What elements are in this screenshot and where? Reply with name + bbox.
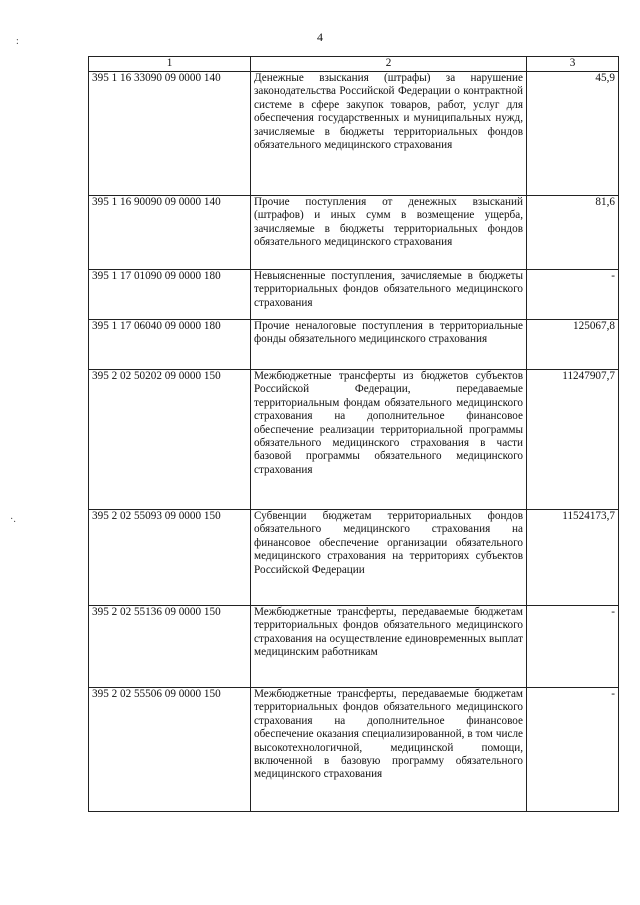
table-row [89, 320, 619, 370]
budget-code: 395 2 02 55136 09 0000 150 [89, 606, 251, 688]
revenue-description: Невыясненные поступления, зачисляемые в бюджеты территориальных фондов обязательного медицинского страхования [251, 270, 527, 320]
budget-code: 395 1 16 90090 09 0000 140 [89, 196, 251, 270]
budget-code: 395 1 16 33090 09 0000 140 [89, 72, 251, 196]
budget-code: 395 2 02 55506 09 0000 150 [89, 688, 251, 812]
revenue-description: Субвенции бюджетам территориальных фондов обязательного медицинского страхования на финансовое обеспечение организации обязательного медицинского страхования на территориях субъектов Российской Федерации [251, 510, 527, 606]
page-number: 4 [317, 30, 323, 44]
scan-mark: : [16, 36, 19, 47]
revenue-description: Прочие поступления от денежных взысканий (штрафов) и иных сумм в возмещение ущерба, зачисляемые в бюджеты территориальных фондов обязательного медицинского страхования [251, 196, 527, 270]
table-row [89, 606, 619, 688]
column-header: 3 [527, 57, 619, 72]
budget-code: 395 1 17 06040 09 0000 180 [89, 320, 251, 370]
amount: - [527, 688, 619, 812]
table-row [89, 510, 619, 606]
revenue-description: Межбюджетные трансферты, передаваемые бюджетам территориальных фондов обязательного медицинского страхования на осуществление единовременных выплат медицинским работникам [251, 606, 527, 688]
table-row [89, 72, 619, 196]
revenue-description: Межбюджетные трансферты, передаваемые бюджетам территориальных фондов обязательного медицинского страхования на дополнительное финансовое обеспечение оказания специализированной, в том числе высокотехнологичной, медицинской помощи, включенной в базовую программу обязательного медицинского страхования [251, 688, 527, 812]
table-row [89, 270, 619, 320]
revenue-description: Межбюджетные трансферты из бюджетов субъектов Российской Федерации, передаваемые территориальным фондам обязательного медицинского страхования на дополнительное финансовое обеспечение реализации территориальной программы обязательного медицинского страхования в части базовой программы обязательного медицинского страхования [251, 370, 527, 510]
revenue-codes-table [88, 56, 619, 812]
amount: 11247907,7 [527, 370, 619, 510]
amount: - [527, 270, 619, 320]
budget-code: 395 1 17 01090 09 0000 180 [89, 270, 251, 320]
table-row [89, 196, 619, 270]
amount: 125067,8 [527, 320, 619, 370]
budget-code: 395 2 02 50202 09 0000 150 [89, 370, 251, 510]
revenue-description: Денежные взыскания (штрафы) за нарушение законодательства Российской Федерации о контрактной системе в сфере закупок товаров, работ, услуг для обеспечения государственных и муниципальных нужд, зачисляемые в бюджеты территориальных фондов обязательного медицинского страхования [251, 72, 527, 196]
table-row [89, 688, 619, 812]
scan-mark: ·. [10, 514, 16, 525]
column-header: 1 [89, 57, 251, 72]
column-header: 2 [251, 57, 527, 72]
amount: - [527, 606, 619, 688]
amount: 81,6 [527, 196, 619, 270]
revenue-description: Прочие неналоговые поступления в территориальные фонды обязательного медицинского страхования [251, 320, 527, 370]
amount: 11524173,7 [527, 510, 619, 606]
column-number-row [89, 57, 619, 72]
budget-code: 395 2 02 55093 09 0000 150 [89, 510, 251, 606]
amount: 45,9 [527, 72, 619, 196]
table-row [89, 370, 619, 510]
